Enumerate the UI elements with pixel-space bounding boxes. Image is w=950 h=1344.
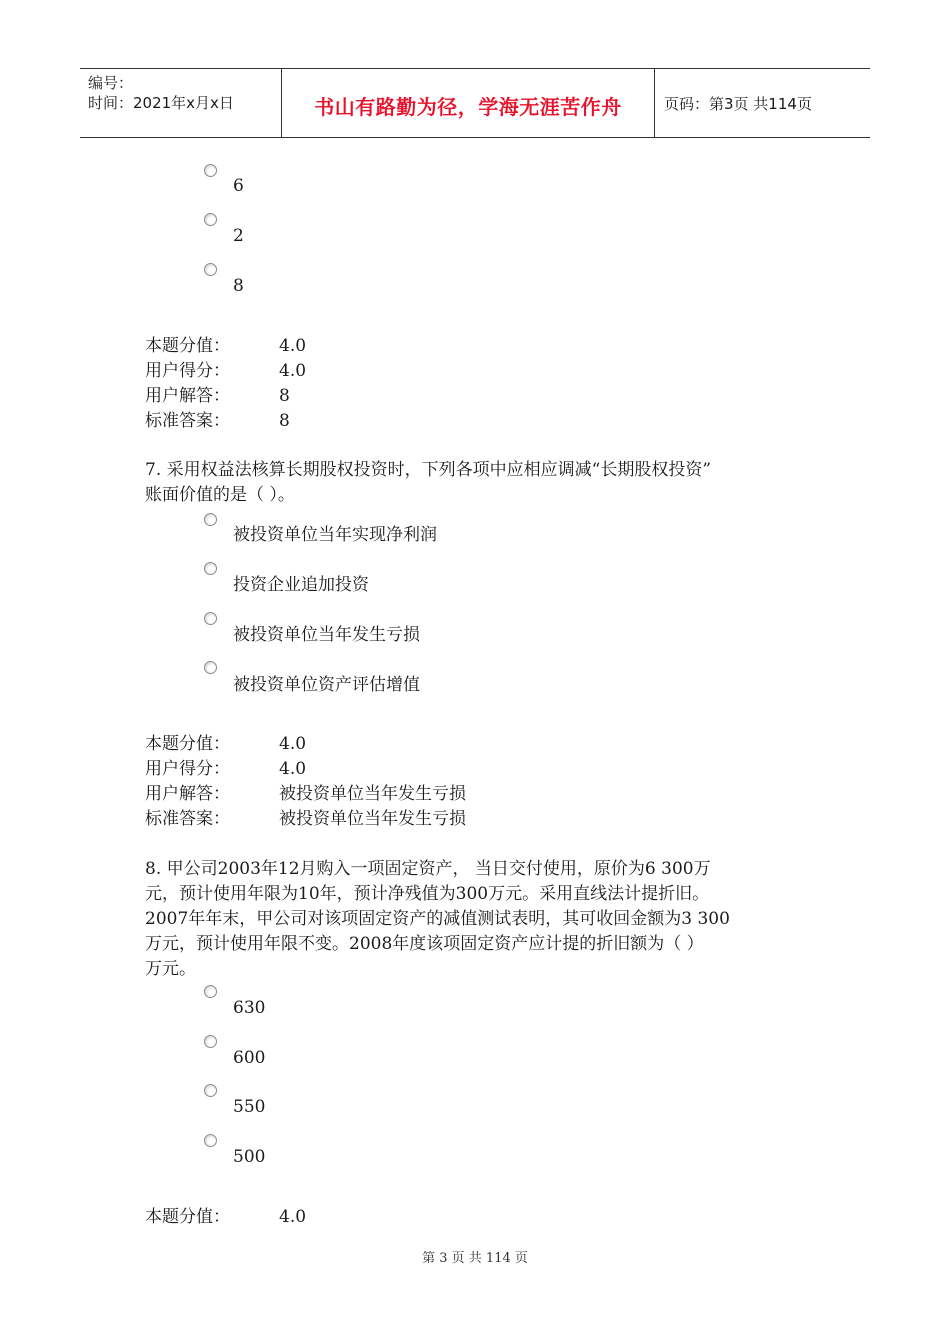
user-answer-value: 被投资单位当年发生亏损 [279, 784, 466, 804]
question-text: 8. 甲公司2003年12月购入一项固定资产， 当日交付使用，原价为6 300万 [145, 859, 711, 879]
radio-option-q7-2[interactable] [204, 562, 217, 575]
user-answer-label: 用户解答： [145, 386, 230, 406]
score-value: 4.0 [279, 1207, 307, 1227]
question-text: 元，预计使用年限为10年，预计净残值为300万元。采用直线法计提折旧。 [145, 884, 710, 904]
score-label: 本题分值： [145, 336, 230, 356]
option-label: 630 [233, 998, 266, 1018]
question-text: 万元，预计使用年限不变。2008年度该项固定资产应计提的折旧额为（ ） [145, 934, 704, 954]
user-score-label: 用户得分： [145, 759, 230, 779]
standard-answer-label: 标准答案： [145, 809, 230, 829]
radio-option-q8-3[interactable] [204, 1084, 217, 1097]
header-divider [654, 69, 655, 137]
standard-answer-value: 8 [279, 411, 290, 431]
radio-option-q7-4[interactable] [204, 661, 217, 674]
radio-option-q7-3[interactable] [204, 612, 217, 625]
option-label: 被投资单位当年发生亏损 [233, 625, 420, 645]
score-value: 4.0 [279, 734, 307, 754]
radio-option-q8-1[interactable] [204, 985, 217, 998]
option-label: 500 [233, 1147, 266, 1167]
radio-option-q8-4[interactable] [204, 1134, 217, 1147]
question-text: 账面价值的是（ ）。 [145, 485, 295, 505]
document-number-label: 编号： [88, 74, 134, 92]
score-label: 本题分值： [145, 734, 230, 754]
question-text: 7. 采用权益法核算长期股权投资时，下列各项中应相应调减“长期股权投资” [145, 460, 712, 480]
user-score-label: 用户得分： [145, 361, 230, 381]
header-page-info: 页码：第3页 共114页 [664, 95, 812, 113]
document-time-label: 时间：2021年x月x日 [88, 94, 234, 112]
user-answer-value: 8 [279, 386, 290, 406]
radio-option-q6-1[interactable] [204, 164, 217, 177]
standard-answer-label: 标准答案： [145, 411, 230, 431]
option-label: 投资企业追加投资 [233, 575, 369, 595]
user-score-value: 4.0 [279, 361, 307, 381]
page-footer: 第 3 页 共 114 页 [422, 1251, 528, 1266]
option-label: 600 [233, 1048, 266, 1068]
radio-option-q6-2[interactable] [204, 213, 217, 226]
score-label: 本题分值： [145, 1207, 230, 1227]
radio-option-q7-1[interactable] [204, 513, 217, 526]
option-label: 8 [233, 276, 244, 296]
option-label: 6 [233, 176, 244, 196]
option-label: 被投资单位当年实现净利润 [233, 525, 437, 545]
question-text: 万元。 [145, 959, 196, 979]
question-text: 2007年年末，甲公司对该项固定资产的减值测试表明，其可收回金额为3 300 [145, 909, 730, 929]
radio-option-q6-3[interactable] [204, 263, 217, 276]
score-value: 4.0 [279, 336, 307, 356]
user-answer-label: 用户解答： [145, 784, 230, 804]
option-label: 2 [233, 226, 244, 246]
page-header [80, 68, 870, 138]
radio-option-q8-2[interactable] [204, 1035, 217, 1048]
user-score-value: 4.0 [279, 759, 307, 779]
standard-answer-value: 被投资单位当年发生亏损 [279, 809, 466, 829]
option-label: 550 [233, 1097, 266, 1117]
header-meta [88, 73, 234, 113]
header-motto: 书山有路勤为径，学海无涯苦作舟 [314, 95, 622, 119]
option-label: 被投资单位资产评估增值 [233, 675, 420, 695]
